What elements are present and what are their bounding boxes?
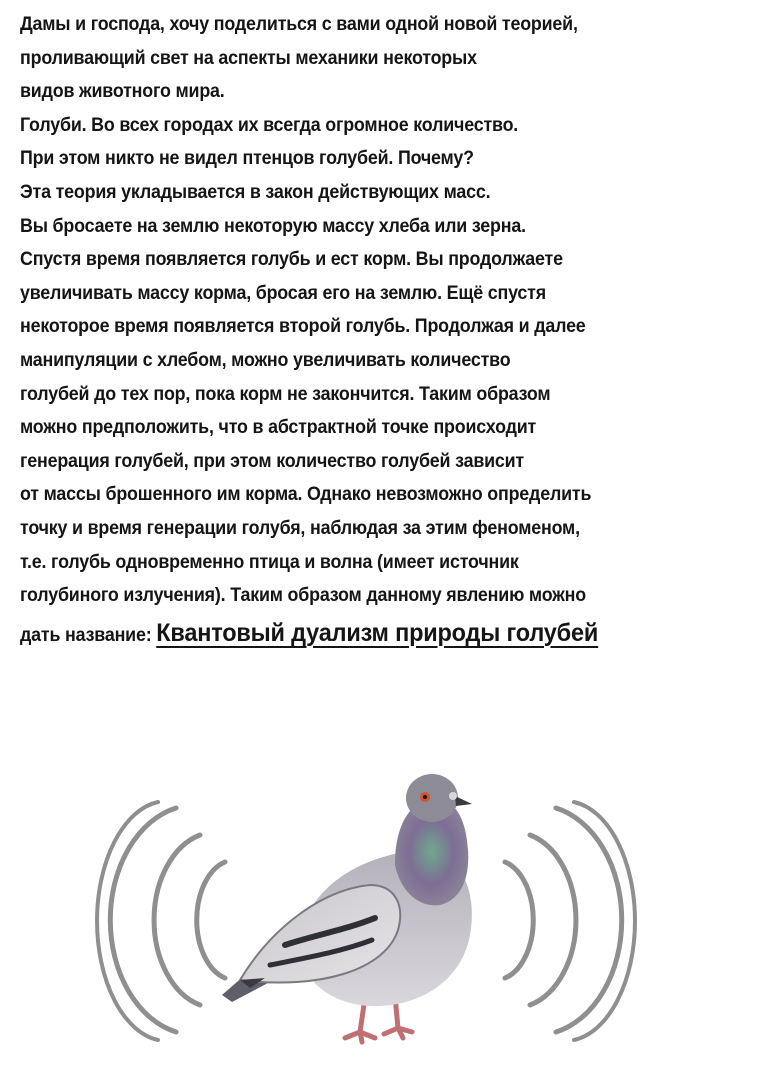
title-emphasis: Квантовый дуализм природы голубей	[156, 618, 599, 647]
right-wave-arc-3	[556, 808, 622, 1032]
text-line-13: можно предположить, что в абстрактной точке происходит	[20, 417, 537, 439]
text-line-19	[20, 613, 716, 653]
text-line-5: При этом никто не видел птенцов голубей. Почему?	[20, 148, 474, 170]
right-wave-arcs	[505, 802, 635, 1040]
text-line-12: голубей до тех пор, пока корм не закончится. Таким образом	[20, 383, 551, 405]
text-line-10: некоторое время появляется второй голубь. Продолжая и далее	[20, 316, 586, 338]
right-wave-arc-1	[505, 862, 533, 978]
text-line-6: Эта теория укладывается в закон действующих масс.	[20, 181, 491, 203]
text-line-14: генерация голубей, при этом количество голубей зависит	[20, 450, 525, 472]
left-wave-arc-4	[97, 802, 158, 1040]
article-text	[20, 8, 760, 653]
left-wave-arc-3	[110, 808, 176, 1032]
text-line-4: Голуби. Во всех городах их всегда огромное количество.	[20, 114, 519, 136]
text-line-17: т.е. голубь одновременно птица и волна (имеет источник	[20, 551, 519, 573]
right-wave-arc-2	[530, 835, 576, 1005]
text-line-18: голубиного излучения). Таким образом данному явлению можно	[20, 585, 586, 607]
pigeon-cere	[449, 792, 457, 800]
left-wave-arcs	[97, 802, 225, 1040]
text-line-7: Вы бросаете на землю некоторую массу хлеба или зерна.	[20, 215, 526, 237]
pigeon-beak	[455, 796, 472, 806]
text-line-9: увеличивать массу корма, бросая его на землю. Ещё спустя	[20, 282, 546, 304]
pigeon-pupil	[423, 795, 427, 799]
text-line-8: Спустя время появляется голубь и ест корм. Вы продолжаете	[20, 249, 563, 271]
text-line-15: от массы брошенного им корма. Однако невозможно определить	[20, 484, 592, 506]
pigeon	[222, 774, 472, 1042]
left-wave-arc-2	[154, 835, 200, 1005]
text-line-16: точку и время генерации голубя, наблюдая за этим феноменом,	[20, 517, 580, 539]
pigeon-illustration	[0, 740, 773, 1080]
text-line-11: манипуляции с хлебом, можно увеличивать количество	[20, 349, 511, 371]
left-wave-arc-1	[197, 862, 225, 978]
right-wave-arc-4	[574, 802, 635, 1040]
text-line-3: видов животного мира.	[20, 81, 225, 103]
text-line-2: проливающий свет на аспекты механики некоторых	[20, 47, 477, 69]
last-line-prefix: дать название:	[20, 624, 157, 646]
text-line-1: Дамы и господа, хочу поделиться с вами одной новой теорией,	[20, 14, 578, 35]
